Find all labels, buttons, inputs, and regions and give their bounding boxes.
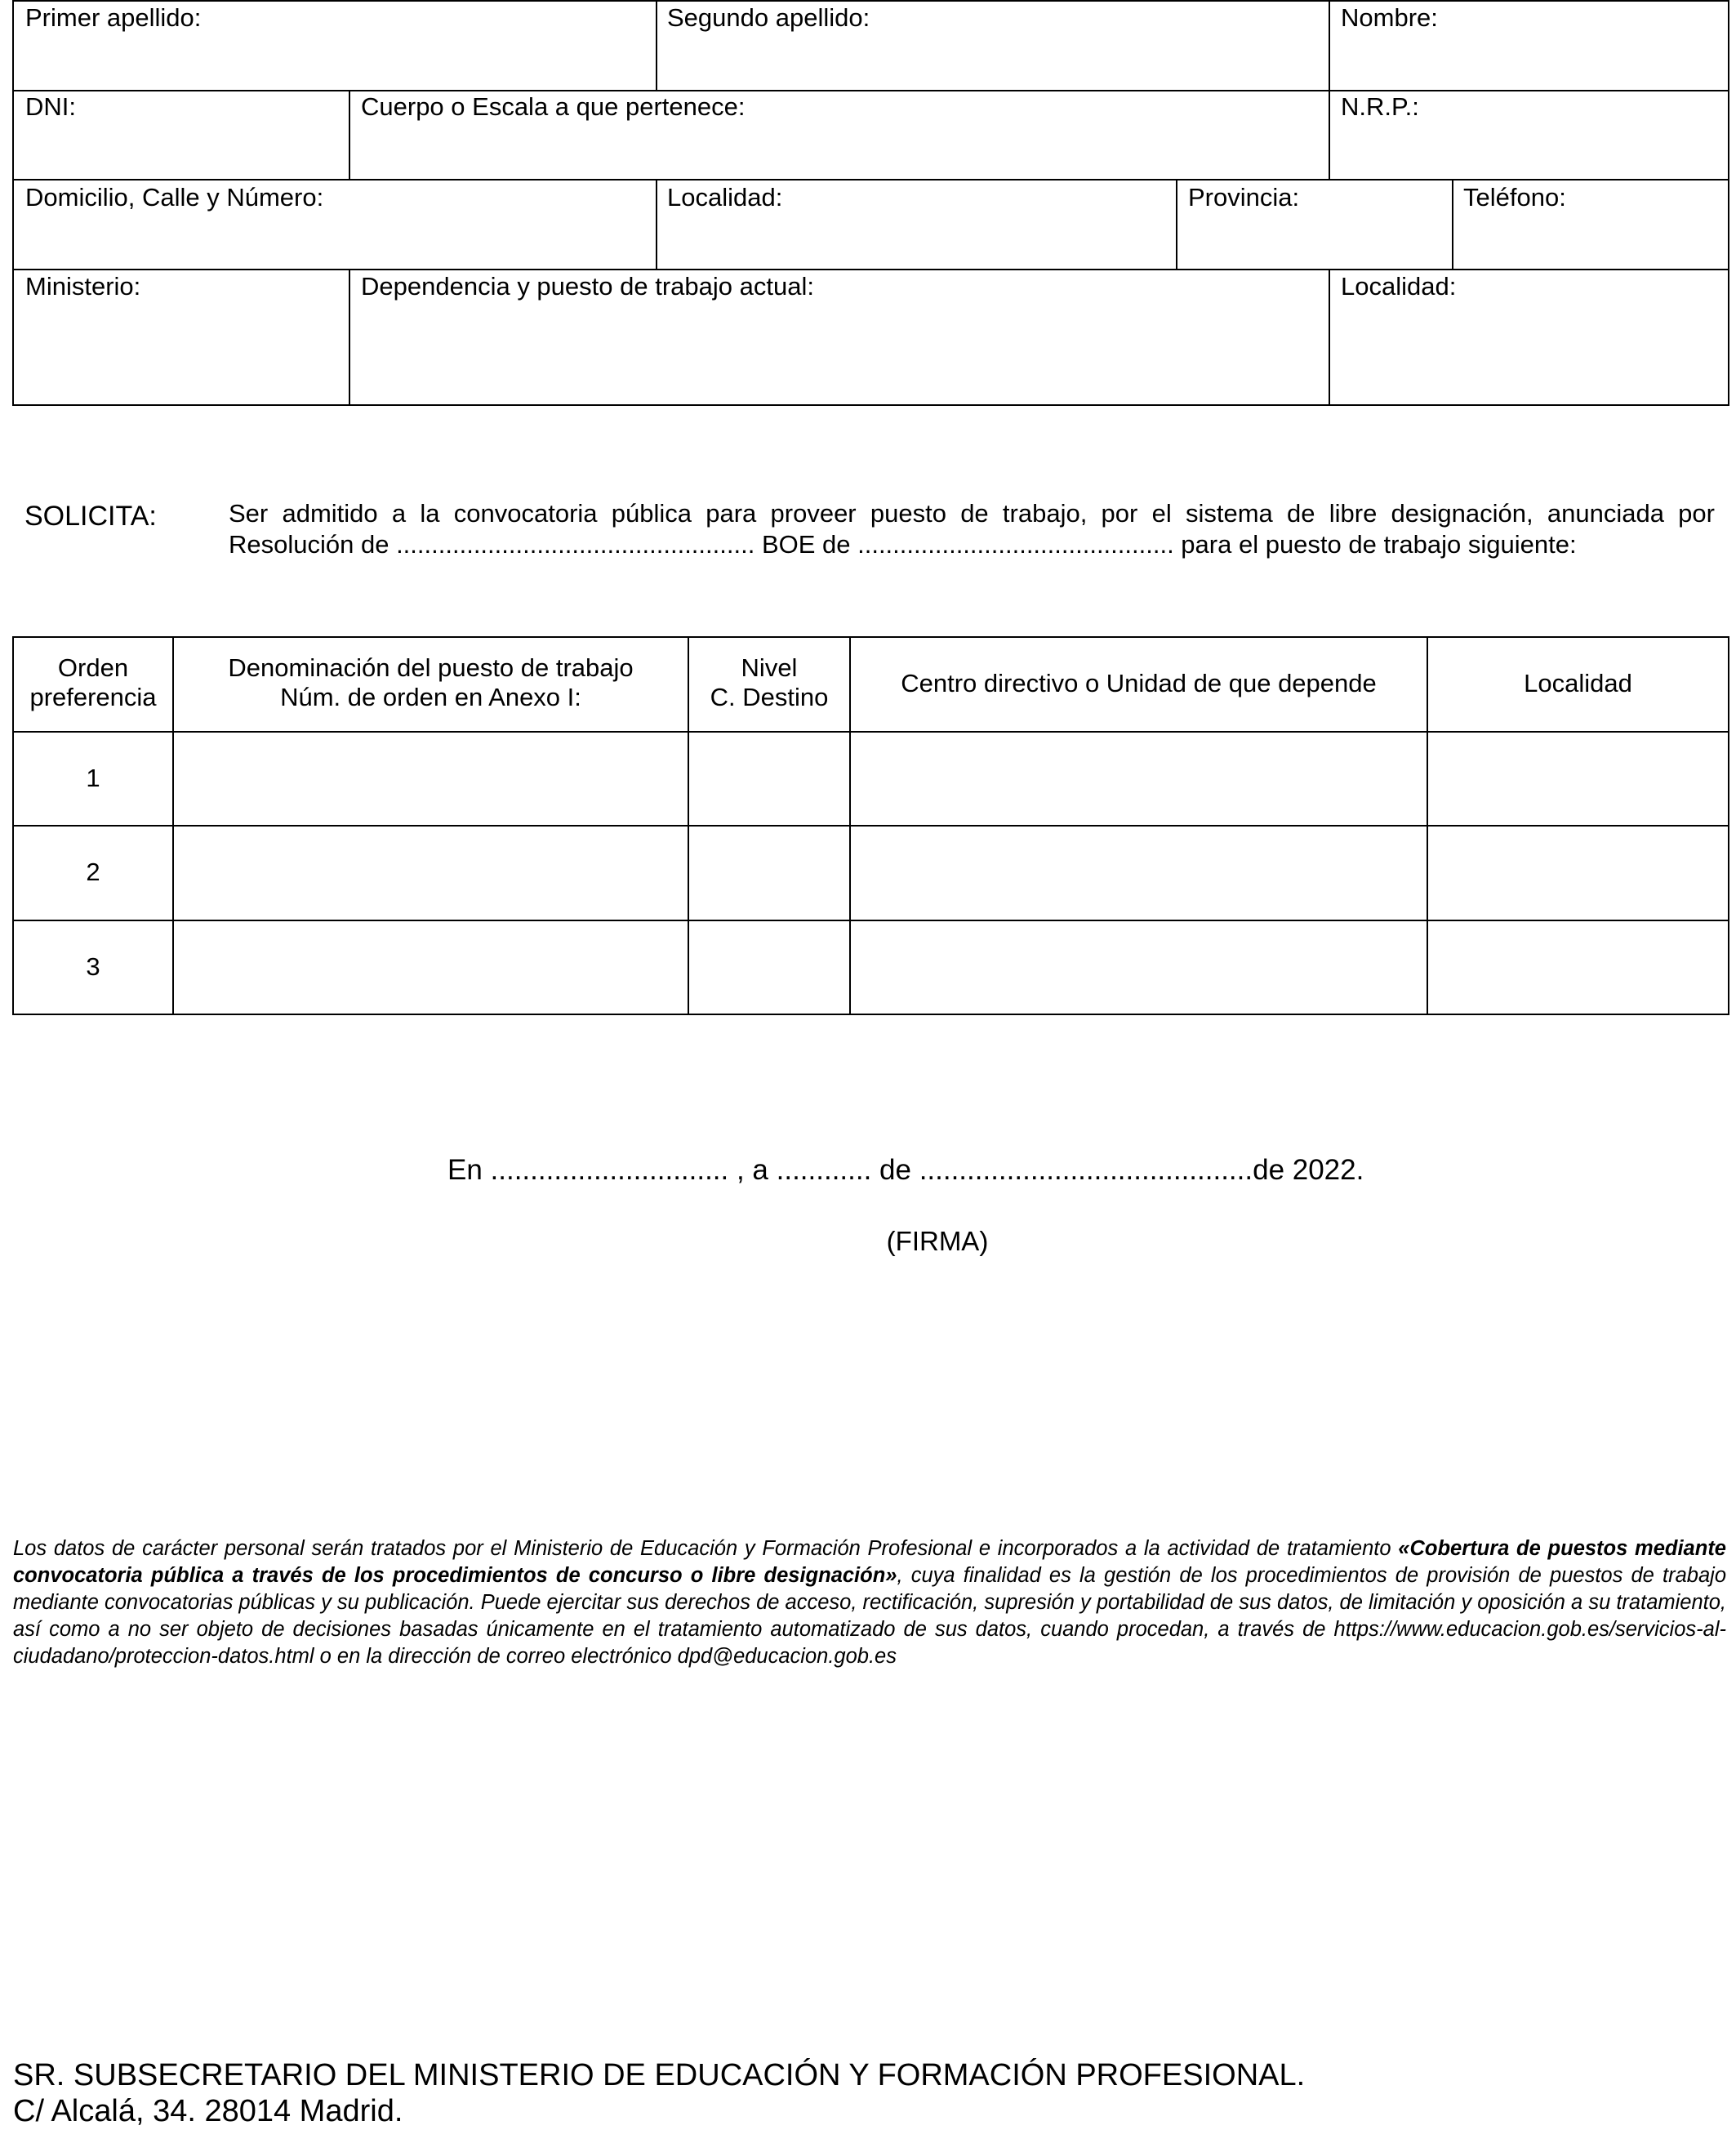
- privacy-text-bold: «Cobertura de puestos mediante convocatoria pública a través de los procedimientos de concurso o libre designación»: [13, 1537, 1726, 1587]
- form-line: [1329, 0, 1330, 90]
- addressee-line2: C/ Alcalá, 34. 28014 Madrid.: [13, 2094, 403, 2128]
- solicita-text-body: Ser admitido a la convocatoria pública para proveer puesto de trabajo, por el sistema de libre designación, anunciada por Resolución de ................................................... BOE de ............................................. para el puesto de trabajo siguiente:: [229, 499, 1715, 559]
- privacy-text-part2: , cuya finalidad es la gestión de los procedimientos de provisión de puestos de trabajo mediante convocatorias públicas y su publicación. Puede ejercitar sus derechos de acceso, rectificación, supresión y portabilidad de sus datos, de limitación y oposición a su tratamiento, así como a no ser objeto de decisiones basadas únicamente en el tratamiento automatizado de sus datos, cuando procedan, a través de https://www.educacion.gob.es/servicios-al-ciudadano/proteccion-datos.html o en la dirección de correo electrónico dpd@educacion.gob.es: [13, 1564, 1726, 1668]
- table-line: [12, 636, 1729, 638]
- header-centro: Centro directivo o Unidad de que depende: [901, 669, 1377, 697]
- table-line: [12, 825, 1729, 827]
- table-line: [12, 731, 1729, 733]
- form-line: [12, 0, 14, 406]
- header-denominacion-line2: Núm. de orden en Anexo I:: [280, 683, 581, 711]
- telefono-field[interactable]: Teléfono:: [1463, 183, 1566, 212]
- table-row-number: 1: [86, 764, 100, 792]
- solicita-text: [229, 498, 1715, 560]
- cuerpo-escala-field[interactable]: Cuerpo o Escala a que pertenece:: [361, 92, 746, 121]
- table-row-number: 2: [86, 858, 100, 886]
- place-date-line[interactable]: En .............................. , a ............ de ..........................................de 2022.: [447, 1154, 1364, 1186]
- privacy-notice: [13, 1535, 1726, 1670]
- form-line: [1728, 0, 1729, 406]
- header-orden-line1: Orden: [57, 653, 129, 682]
- dni-field[interactable]: DNI:: [25, 92, 76, 121]
- header-nivel-line1: Nivel: [741, 653, 798, 682]
- table-line: [1728, 636, 1729, 1015]
- localidad-trabajo-field[interactable]: Localidad:: [1341, 272, 1457, 301]
- dependencia-field[interactable]: Dependencia y puesto de trabajo actual:: [361, 272, 814, 301]
- form-line: [12, 90, 1729, 91]
- solicita-label: SOLICITA:: [24, 501, 157, 532]
- table-line: [12, 1014, 1729, 1015]
- ministerio-field[interactable]: Ministerio:: [25, 272, 141, 301]
- form-line: [349, 90, 350, 179]
- form-line: [12, 0, 1729, 2]
- nrp-field[interactable]: N.R.P.:: [1341, 92, 1419, 121]
- form-line: [12, 269, 1729, 270]
- nombre-field[interactable]: Nombre:: [1341, 3, 1438, 32]
- form-line: [12, 179, 1729, 180]
- header-nivel: [689, 653, 849, 712]
- form-line: [349, 269, 350, 404]
- form-line: [12, 404, 1729, 406]
- header-localidad: Localidad: [1524, 669, 1632, 697]
- form-line: [1329, 269, 1330, 404]
- table-line: [12, 920, 1729, 921]
- header-orden-line2: preferencia: [29, 683, 157, 711]
- primer-apellido-field[interactable]: Primer apellido:: [25, 3, 202, 32]
- provincia-field[interactable]: Provincia:: [1188, 183, 1300, 212]
- signature-label: (FIRMA): [886, 1226, 989, 1256]
- form-line: [656, 179, 657, 269]
- table-row-number: 3: [86, 952, 100, 981]
- header-denominacion-line1: Denominación del puesto de trabajo: [228, 653, 634, 682]
- segundo-apellido-field[interactable]: Segundo apellido:: [667, 3, 870, 32]
- addressee-line1: SR. SUBSECRETARIO DEL MINISTERIO DE EDUCACIÓN Y FORMACIÓN PROFESIONAL.: [13, 2058, 1306, 2092]
- form-line: [1176, 179, 1177, 269]
- header-orden: [14, 653, 172, 712]
- form-line: [1452, 179, 1453, 269]
- privacy-text-part1: Los datos de carácter personal serán tratados por el Ministerio de Educación y Formación Profesional e incorporados a la actividad de tratamiento: [13, 1537, 1399, 1560]
- form-line: [656, 0, 657, 90]
- header-nivel-line2: C. Destino: [710, 683, 829, 711]
- form-line: [1329, 90, 1330, 179]
- localidad-field[interactable]: Localidad:: [667, 183, 783, 212]
- domicilio-field[interactable]: Domicilio, Calle y Número:: [25, 183, 324, 212]
- header-denominacion: [174, 653, 688, 712]
